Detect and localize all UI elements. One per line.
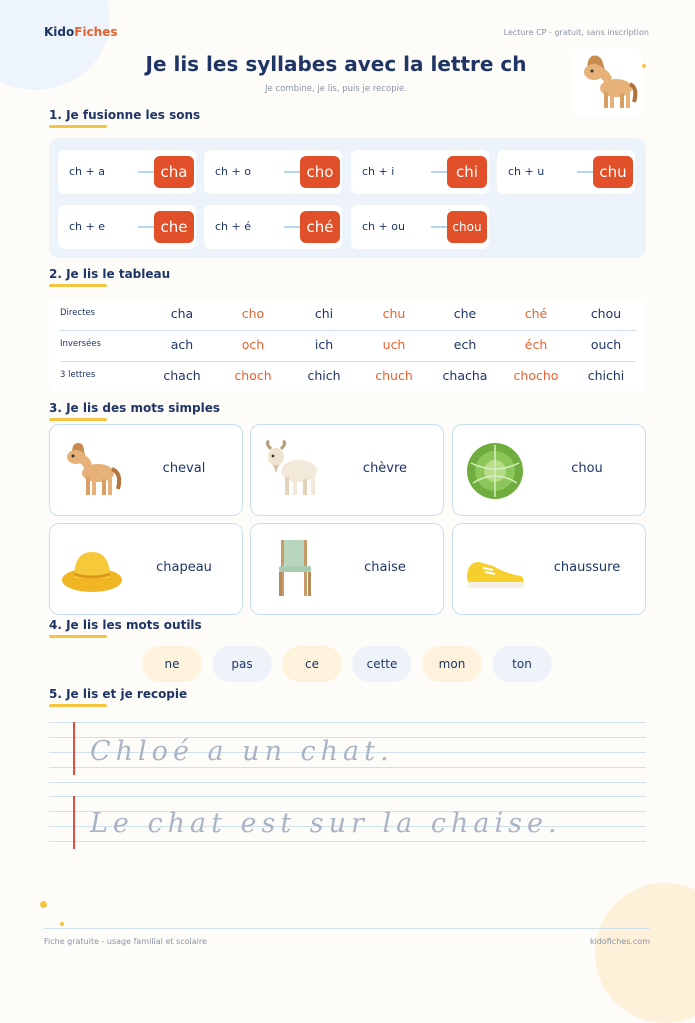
brand-logo[interactable]: [44, 25, 118, 39]
word-label: chapeau: [156, 560, 212, 575]
table-cell: chuch: [375, 368, 413, 383]
word-label: chèvre: [362, 461, 408, 476]
merge-combo: ch + u: [508, 165, 545, 178]
writing-line: [49, 782, 646, 783]
table-cell: chou: [590, 306, 622, 321]
table-cell: ouch: [590, 337, 622, 352]
decor-blob-bottom-right: [595, 883, 695, 1023]
table-cell: chich: [307, 368, 341, 383]
merge-result: chu: [593, 156, 633, 188]
merge-result: che: [154, 211, 194, 243]
merge-combo: ch + a: [69, 165, 105, 178]
table-cell: choch: [234, 368, 272, 383]
row-label: 3 lettres: [60, 370, 96, 380]
table-cell: chacha: [442, 368, 488, 383]
section-4-heading: 4. Je lis les mots outils: [49, 618, 202, 632]
table-cell: éch: [524, 337, 548, 352]
word-card: [49, 424, 243, 516]
writing-line: [49, 841, 646, 842]
merge-result: cho: [300, 156, 340, 188]
table-cell: cho: [241, 306, 265, 321]
merge-combo: ch + ou: [362, 220, 405, 233]
writing-line: [49, 722, 646, 723]
sight-word-chip: ne: [142, 646, 202, 682]
decor-blob-top-left: [0, 0, 110, 90]
sight-word-chip: pas: [212, 646, 272, 682]
sight-word-chip: mon: [422, 646, 482, 682]
word-card: [452, 424, 646, 516]
word-label: cheval: [162, 461, 206, 476]
table-cell: uch: [382, 337, 406, 352]
merge-card: [351, 150, 489, 194]
hat-icon: [60, 538, 124, 600]
heading-underline: [49, 125, 107, 128]
merge-combo: ch + o: [215, 165, 251, 178]
margin-line: [73, 796, 75, 849]
footer-note: Fiche gratuite - usage familial et scolaire: [44, 937, 207, 946]
table-cell: ché: [524, 306, 548, 321]
section-3-heading: 3. Je lis des mots simples: [49, 401, 221, 415]
chair-icon: [261, 538, 325, 600]
table-cell: ich: [314, 337, 334, 352]
copy-model-line: Chloé a un chat.: [90, 736, 394, 767]
section-1-heading: 1. Je fusionne les sons: [49, 108, 201, 122]
writing-line: [49, 767, 646, 768]
section-5-heading: 5. Je lis et je recopie: [49, 687, 188, 701]
heading-underline: [49, 284, 107, 287]
heading-underline: [49, 635, 107, 638]
table-cell: chocho: [513, 368, 559, 383]
footer-divider: [44, 928, 650, 929]
row-label: Inversées: [60, 339, 101, 349]
table-row: [60, 330, 636, 362]
section-2-heading: 2. Je lis le tableau: [49, 267, 171, 281]
word-label: chou: [571, 461, 603, 476]
cabbage-icon: [463, 439, 527, 501]
merge-result: chi: [447, 156, 487, 188]
table-cell: chichi: [587, 368, 625, 383]
page-subtitle: Je combine, je lis, puis je recopie.: [265, 84, 407, 94]
copy-model-line: Le chat est sur la chaise.: [90, 808, 562, 839]
merge-combo: ch + i: [362, 165, 395, 178]
table-cell: och: [241, 337, 265, 352]
table-row: [60, 361, 636, 392]
merge-card: [351, 205, 489, 249]
table-cell: che: [453, 306, 477, 321]
merge-result: cha: [154, 156, 194, 188]
word-label: chaise: [364, 560, 406, 575]
syllable-table: [49, 299, 646, 391]
brand-part-2: Fiches: [74, 25, 118, 39]
table-cell: ach: [170, 337, 194, 352]
merge-combo: ch + é: [215, 220, 251, 233]
merge-card: [58, 150, 196, 194]
merge-combo: ch + e: [69, 220, 105, 233]
word-card: [250, 424, 444, 516]
merge-card: [497, 150, 635, 194]
word-label: chaussure: [553, 560, 621, 575]
merge-result: chou: [447, 211, 487, 243]
page-title: Je lis les syllabes avec la lettre ch: [145, 52, 527, 76]
merge-result: ché: [300, 211, 340, 243]
heading-underline: [49, 704, 107, 707]
decor-dot: [40, 901, 47, 908]
heading-underline: [49, 418, 107, 421]
sight-word-chip: ton: [492, 646, 552, 682]
sight-word-chip: ce: [282, 646, 342, 682]
merge-card: [204, 205, 342, 249]
margin-line: [73, 722, 75, 775]
goat-icon: [261, 439, 325, 501]
brand-part-1: Kido: [44, 25, 75, 39]
syllable-merge-panel: [49, 138, 646, 258]
horse-icon: [60, 439, 124, 501]
tagline: Lecture CP - gratuit, sans inscription: [503, 28, 649, 37]
table-cell: chu: [382, 306, 406, 321]
table-cell: chi: [314, 306, 334, 321]
row-label: Directes: [60, 308, 96, 318]
decor-dot: [60, 922, 64, 926]
merge-card: [204, 150, 342, 194]
table-row: [60, 299, 636, 331]
table-cell: chach: [163, 368, 201, 383]
writing-line: [49, 796, 646, 797]
word-card: [452, 523, 646, 615]
sight-word-chip: cette: [352, 646, 412, 682]
shoe-icon: [463, 538, 527, 600]
footer-site-link[interactable]: kidofiches.com: [589, 937, 650, 946]
table-cell: ech: [453, 337, 477, 352]
word-card: [250, 523, 444, 615]
merge-card: [58, 205, 196, 249]
table-cell: cha: [170, 306, 194, 321]
word-card: [49, 523, 243, 615]
pony-icon: [572, 48, 642, 118]
